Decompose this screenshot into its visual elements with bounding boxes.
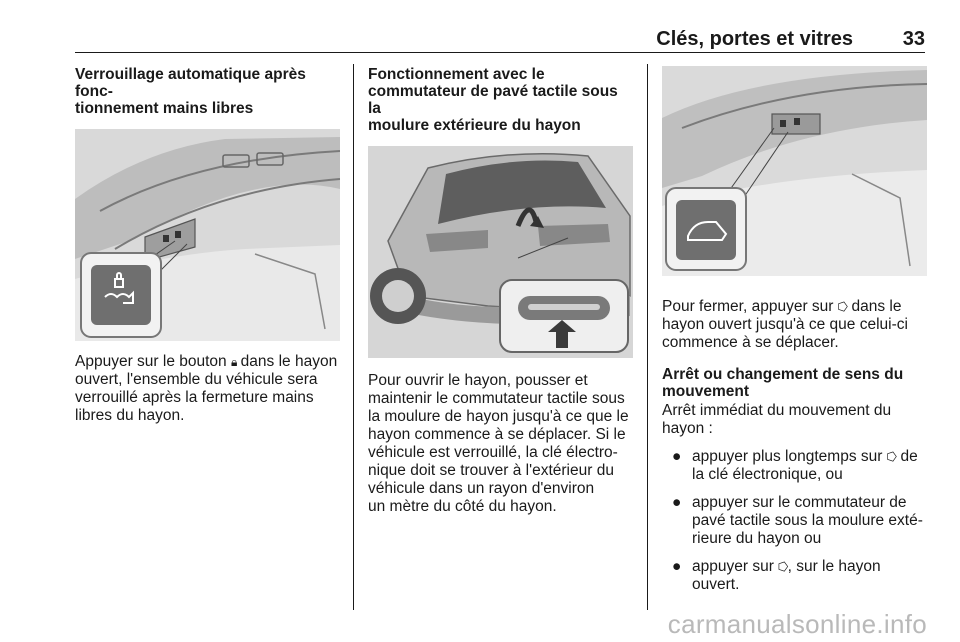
tailgate-icon: ⭔: [778, 560, 788, 574]
stop-bullet-list: [662, 448, 927, 594]
close-paragraph: [662, 298, 927, 352]
tailgate-lock-button-illustration: [75, 129, 340, 341]
list-item: ● appuyer sur le commutateur de pavé tactile sous la moulure exté- rieure du hayon ou: [672, 494, 923, 547]
rear-touchpad-illustration: [368, 146, 633, 358]
tailgate-icon: ⭔: [886, 450, 897, 464]
auto-lock-heading: Verrouillage automatique après fonc- tionnement mains libres: [75, 66, 306, 117]
column-1: [75, 66, 340, 425]
bullet-icon: ●: [672, 558, 682, 575]
page-header: [75, 26, 925, 53]
close-text-before-icon: Pour fermer, appuyer sur: [662, 298, 834, 315]
auto-lock-text-before-icon: Appuyer sur le bouton: [75, 353, 227, 370]
watermark: carmanualsonline.info: [667, 609, 927, 639]
list-item: ● appuyer plus longtemps sur ⭔ de la clé électronique, ou: [672, 448, 918, 483]
close-text-after-icon: dans le hayon ouvert jusqu'à ce que celui-ci commence à se déplacer.: [662, 298, 908, 351]
bullet-icon: ●: [672, 494, 682, 511]
lock-tailgate-icon: 🔒︎: [230, 355, 237, 369]
section-title: Clés, portes et vitres: [656, 28, 853, 50]
column-divider-2: [647, 64, 648, 610]
touchpad-paragraph: Pour ouvrir le hayon, pousser et maintenir le commutateur tactile sous la moulure de hayon jusqu'à ce que le hayon commence à se déplacer. Si le véhicule est verrouillé, la clé électro- nique doit se trouver à l'extérieur du véhicule dans un rayon d'environ un mètre du côté du hayon.: [368, 372, 629, 515]
column-2: [368, 66, 633, 516]
page-number: 33: [902, 28, 925, 50]
list-item: ● appuyer sur ⭔, sur le hayon ouvert.: [672, 558, 881, 593]
bullet-icon: ●: [672, 448, 682, 465]
tailgate-close-button-illustration: [662, 66, 927, 276]
touchpad-heading: Fonctionnement avec le commutateur de pavé tactile sous la moulure extérieure du hayon: [368, 66, 618, 134]
stop-intro: Arrêt immédiat du mouvement du hayon :: [662, 402, 892, 437]
auto-lock-text-after-icon: dans le hayon ouvert, l'ensemble du véhicule sera verrouillé après la fermeture mains libres du hayon.: [75, 353, 338, 424]
tailgate-icon: ⭔: [837, 300, 848, 314]
column-divider-1: [353, 64, 354, 610]
stop-reverse-heading: Arrêt ou changement de sens du mouvement: [662, 366, 904, 400]
auto-lock-paragraph: [75, 353, 340, 425]
column-3: [662, 66, 927, 594]
